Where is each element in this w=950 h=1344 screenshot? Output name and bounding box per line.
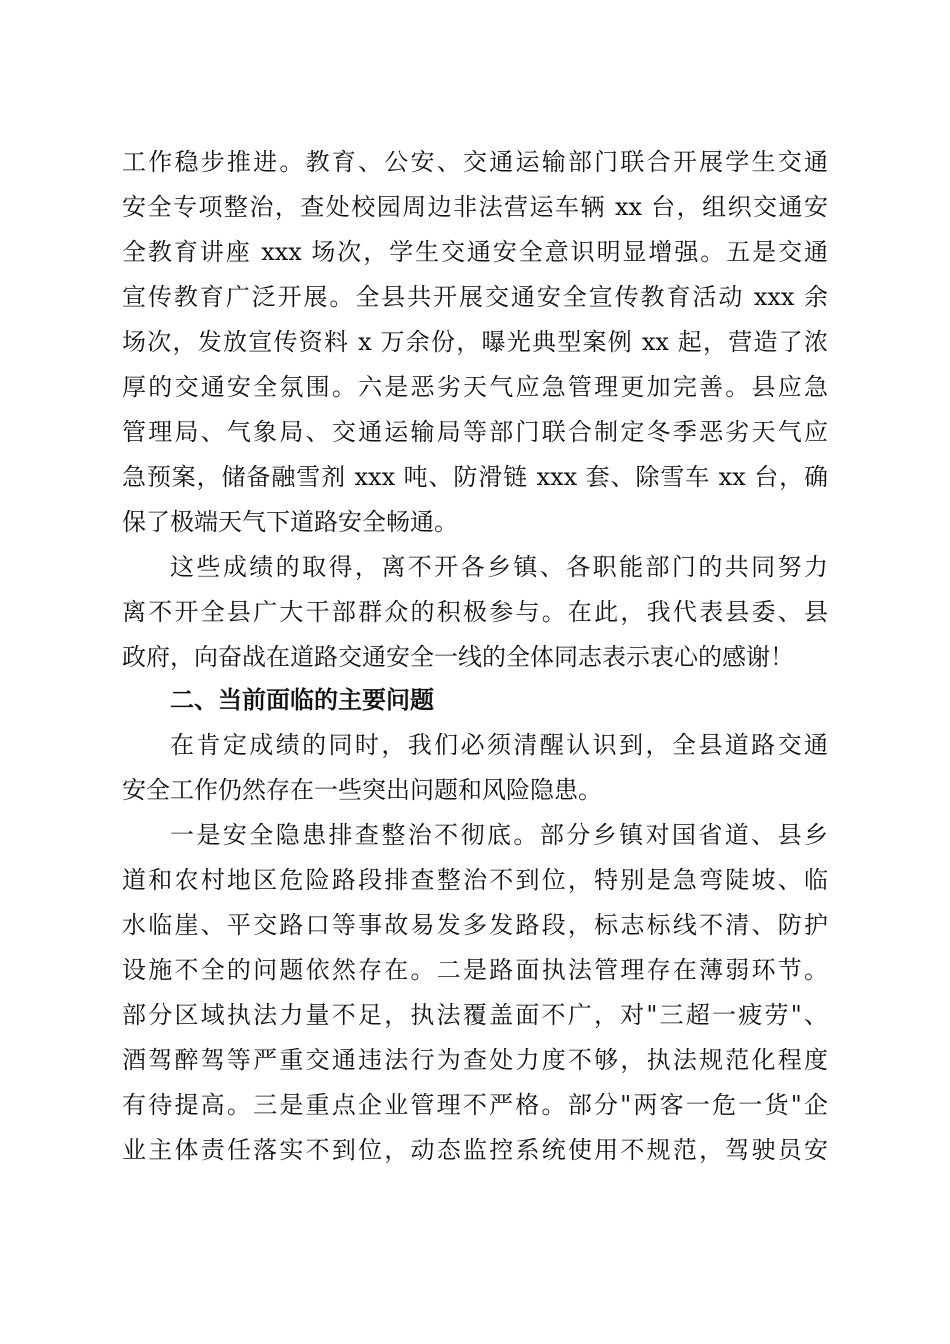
paragraph-line: 安全专项整治，查处校园周边非法营运车辆 xx 台，组织交通安: [122, 193, 828, 221]
paragraph-line: 保了极端天气下道路安全畅通。: [122, 508, 458, 536]
paragraph-line: 水临崖、平交路口等事故易发多发路段，标志标线不清、防护: [122, 911, 828, 939]
paragraph-line: 场次，发放宣传资料 x 万余份，曝光典型案例 xx 起，营造了浓: [122, 328, 828, 356]
paragraph-line: 工作稳步推进。教育、公安、交通运输部门联合开展学生交通: [122, 148, 828, 176]
paragraph-line: 有待提高。三是重点企业管理不严格。部分"两客一危一货"企: [122, 1091, 828, 1119]
paragraph-line: 政府，向奋战在道路交通安全一线的全体同志表示衷心的感谢！: [122, 643, 794, 671]
paragraph-line: 这些成绩的取得，离不开各乡镇、各职能部门的共同努力: [170, 553, 828, 581]
paragraph-line: 道和农村地区危险路段排查整治不到位，特别是急弯陡坡、临: [122, 866, 828, 894]
paragraph-line: 离不开全县广大干部群众的积极参与。在此，我代表县委、县: [122, 598, 828, 626]
paragraph-line: 业主体责任落实不到位，动态监控系统使用不规范，驾驶员安: [122, 1136, 828, 1164]
paragraph-line: 厚的交通安全氛围。六是恶劣天气应急管理更加完善。县应急: [122, 373, 828, 401]
paragraph-line: 在肯定成绩的同时，我们必须清醒认识到，全县道路交通: [170, 731, 828, 759]
paragraph-line: 设施不全的问题依然存在。二是路面执法管理存在薄弱环节。: [122, 956, 828, 984]
paragraph-line: 管理局、气象局、交通运输局等部门联合制定冬季恶劣天气应: [122, 418, 828, 446]
paragraph-line: 一是安全隐患排查整治不彻底。部分乡镇对国省道、县乡: [170, 821, 828, 849]
paragraph-line: 全教育讲座 xxx 场次，学生交通安全意识明显增强。五是交通: [122, 238, 828, 266]
paragraph-line: 部分区域执法力量不足，执法覆盖面不广，对"三超一疲劳"、: [122, 1001, 828, 1029]
section-heading: 二、当前面临的主要问题: [170, 686, 434, 714]
paragraph-line: 安全工作仍然存在一些突出问题和风险隐患。: [122, 776, 602, 804]
paragraph-line: 酒驾醉驾等严重交通违法行为查处力度不够，执法规范化程度: [122, 1046, 828, 1074]
paragraph-line: 急预案，储备融雪剂 xxx 吨、防滑链 xxx 套、除雪车 xx 台，确: [122, 463, 828, 491]
paragraph-line: 宣传教育广泛开展。全县共开展交通安全宣传教育活动 xxx 余: [122, 283, 828, 311]
